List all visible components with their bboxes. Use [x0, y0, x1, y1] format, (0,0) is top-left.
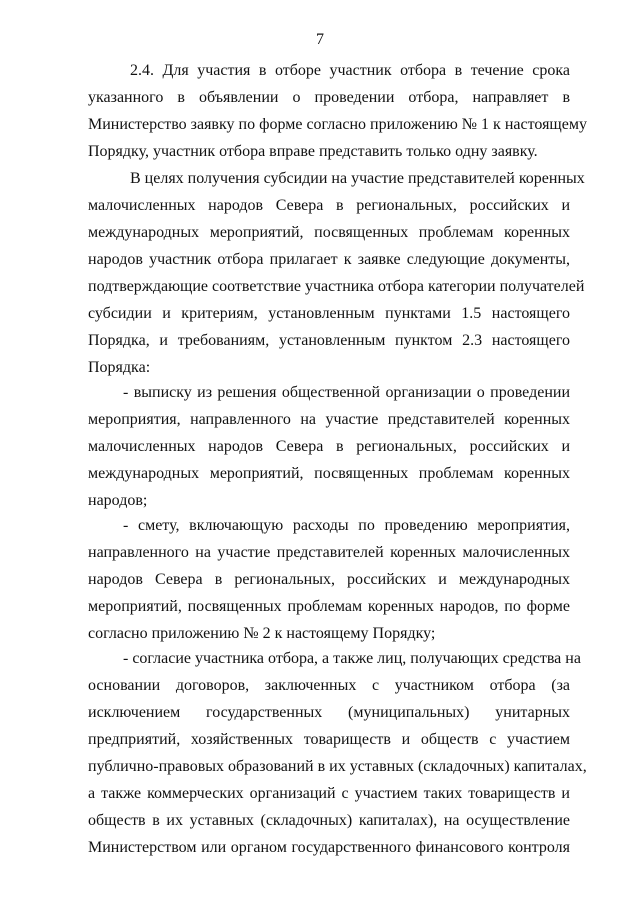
- paragraph-2-line-8: Порядка:: [88, 359, 151, 376]
- paragraph-3-line-3: малочисленных народов Севера в региональных, российских и: [88, 438, 570, 455]
- paragraph-1-line-4: Порядку, участник отбора вправе представить только одну заявку.: [88, 143, 538, 160]
- paragraph-3-line-1: - выписку из решения общественной организации о проведении: [123, 384, 570, 401]
- paragraph-2-line-5: подтверждающие соответствие участника отбора категории получателей: [88, 278, 585, 295]
- paragraph-5-line-1: - согласие участника отбора, а также лиц, получающих средства на: [123, 650, 581, 667]
- paragraph-1-line-1: 2.4. Для участия в отборе участник отбора в течение срока: [130, 62, 570, 79]
- paragraph-5-line-7: обществ в их уставных (складочных) капиталах), на осуществление: [88, 812, 570, 829]
- paragraph-2-line-1: В целях получения субсидии на участие представителей коренных: [130, 170, 585, 187]
- page-number: 7: [316, 31, 324, 48]
- paragraph-4-line-1: - смету, включающую расходы по проведению мероприятия,: [123, 517, 570, 534]
- paragraph-5-line-2: основании договоров, заключенных с участником отбора (за: [88, 677, 570, 694]
- paragraph-5-line-3: исключением государственных (муниципальных) унитарных: [88, 704, 570, 721]
- paragraph-4-line-5: согласно приложению № 2 к настоящему Порядку;: [88, 625, 436, 642]
- paragraph-3-line-5: народов;: [88, 492, 148, 509]
- paragraph-4-line-4: мероприятий, посвященных проблемам коренных народов, по форме: [88, 598, 570, 615]
- paragraph-2-line-6: субсидии и критериям, установленным пунктами 1.5 настоящего: [88, 305, 570, 322]
- paragraph-2-line-4: народов участник отбора прилагает к заявке следующие документы,: [88, 251, 570, 268]
- paragraph-5-line-5: публично-правовых образований в их уставных (складочных) капиталах,: [88, 758, 587, 775]
- paragraph-1-line-2: указанного в объявлении о проведении отбора, направляет в: [88, 89, 570, 106]
- paragraph-3-line-4: международных мероприятий, посвященных проблемам коренных: [88, 465, 570, 482]
- paragraph-5-line-8: Министерством или органом государственного финансового контроля: [88, 839, 570, 856]
- paragraph-5-line-4: предприятий, хозяйственных товариществ и обществ с участием: [88, 731, 570, 748]
- paragraph-5-line-6: а также коммерческих организаций с участием таких товариществ и: [88, 785, 570, 802]
- paragraph-3-line-2: мероприятия, направленного на участие представителей коренных: [88, 411, 570, 428]
- paragraph-2-line-3: международных мероприятий, посвященных проблемам коренных: [88, 224, 570, 241]
- paragraph-2-line-2: малочисленных народов Севера в региональных, российских и: [88, 197, 570, 214]
- paragraph-4-line-2: направленного на участие представителей коренных малочисленных: [88, 544, 570, 561]
- paragraph-4-line-3: народов Севера в региональных, российских и международных: [88, 571, 570, 588]
- paragraph-2-line-7: Порядка, и требованиям, установленным пунктом 2.3 настоящего: [88, 332, 570, 349]
- paragraph-1-line-3: Министерство заявку по форме согласно приложению № 1 к настоящему: [88, 116, 587, 133]
